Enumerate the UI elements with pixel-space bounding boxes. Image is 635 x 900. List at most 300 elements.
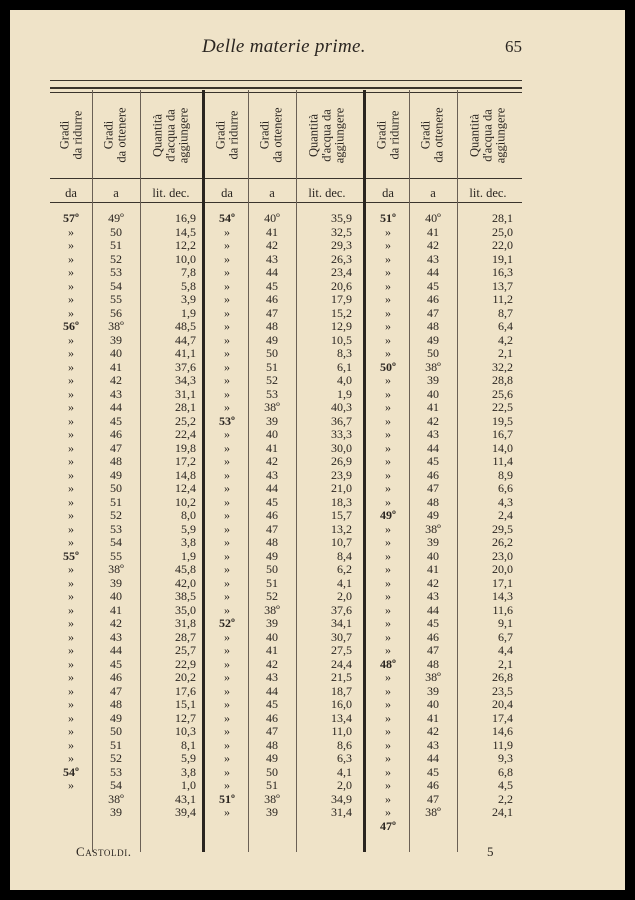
column-ottenere [409,212,457,820]
column-subheader: da [65,186,77,200]
book-page [10,10,625,890]
table-cell: 6,4 [498,319,513,333]
table-cell: 27,5 [331,643,352,657]
table-cell: » [224,562,230,576]
table-cell: 17,6 [175,683,196,698]
column-ottenere [248,212,296,820]
table-cell: » [224,319,230,333]
column-header [248,92,296,178]
table-cell: » [385,535,391,549]
table-cell: 46 [427,778,439,792]
table-cell: 39 [110,575,122,590]
table-cell: 6,7 [498,629,513,644]
table-cell: 4,1 [337,575,352,590]
table-cell: 46 [110,670,122,684]
table-cell: 44,7 [175,332,196,347]
table-cell: 6,8 [498,764,513,779]
table-cell: 11,2 [492,292,513,306]
table-cell: » [385,305,391,320]
table-cell: 22,4 [175,427,196,441]
table-cell: 52 [266,589,278,603]
table-cell: 49 [427,508,439,522]
table-cell: 41 [110,359,122,374]
table-cell: 2,1 [498,656,513,671]
table-cell: 8,7 [498,305,513,320]
table-cell: 30,0 [331,440,352,455]
table-cell: 38º [264,400,280,414]
table-cell: 38º [425,805,441,819]
table-cell: 41 [427,710,439,725]
table-cell: 50 [427,346,439,360]
table-cell: 4,5 [498,778,513,792]
table-cell: 12,4 [175,481,196,495]
table-cell: » [224,670,230,684]
table-cell: 39 [110,332,122,347]
table-cell: 35,9 [331,211,352,225]
table-cell: » [224,764,230,779]
table-cell: 49 [266,332,278,347]
header-rule [50,178,522,179]
table-cell: 40 [110,346,122,360]
table-cell: » [385,440,391,455]
table-cell: » [68,359,74,374]
table-cell: 50 [110,481,122,495]
table-cell: 48 [110,454,122,468]
table-cell: 11,0 [331,724,352,738]
table-cell: » [385,697,391,711]
group-divider [363,90,366,852]
table-cell: » [68,751,74,765]
table-cell: 47 [110,683,122,698]
table-cell: 42 [110,373,122,387]
table-cell: 14,6 [492,724,513,738]
column-subheader: a [430,186,436,200]
table-cell: 49º [380,508,396,522]
table-cell: 15,2 [331,305,352,320]
table-cell: 25,6 [492,386,513,401]
table-cell: 9,3 [498,751,513,765]
table-cell: 37,6 [175,359,196,374]
table-cell: 23,9 [331,467,352,482]
table-cell: » [224,656,230,671]
table-cell: 40 [266,427,278,441]
table-cell: 38,5 [175,589,196,603]
table-cell: » [224,265,230,279]
table-cell: 48 [266,737,278,752]
table-cell: » [385,265,391,279]
table-cell: » [224,737,230,752]
table-cell: 39 [427,373,439,387]
table-cell: 45 [427,764,439,779]
table-cell: 54 [110,278,122,293]
table-cell: 20,0 [492,562,513,576]
table-cell: 48 [110,697,122,711]
table-cell: 42,0 [175,575,196,590]
table-cell: 28,7 [175,629,196,644]
table-cell: 45 [110,656,122,671]
table-cell: 34,3 [175,373,196,387]
table-cell: 4,3 [498,494,513,509]
table-cell: 53 [110,265,122,279]
table-cell: 6,1 [337,359,352,374]
table-cell: » [68,697,74,711]
table-cell: 10,3 [175,724,196,738]
table-cell: 43 [266,251,278,266]
table-cell: » [385,778,391,792]
table-cell: 39 [266,413,278,428]
table-cell: 20,6 [331,278,352,293]
table-cell: 29,3 [331,238,352,252]
table-cell: 8,6 [337,737,352,752]
column-ridurre [50,212,92,793]
table-cell: 41 [266,224,278,239]
table-cell: 14,5 [175,224,196,239]
table-cell: 31,8 [175,616,196,630]
table-cell: » [68,427,74,441]
table-cell: 39 [266,805,278,819]
table-cell: » [224,278,230,293]
table-cell: 29,5 [492,521,513,536]
table-cell: 40º [425,211,441,225]
table-cell: 51 [266,575,278,590]
table-cell: 54º [63,764,79,779]
column-header [303,92,351,178]
table-cell: » [68,251,74,266]
table-cell: 8,4 [337,548,352,563]
table-cell: » [224,643,230,657]
table-cell: 42 [427,413,439,428]
table-cell: 32,2 [492,359,513,374]
table-cell: 19,1 [492,251,513,266]
table-cell: 33,3 [331,427,352,441]
table-cell: » [385,238,391,252]
table-cell: » [385,548,391,563]
table-cell: 44 [110,643,122,657]
table-cell: 50 [110,224,122,239]
table-cell: » [68,508,74,522]
table-cell: 40,3 [331,400,352,414]
table-cell: 53 [110,764,122,779]
table-cell: 46 [266,292,278,306]
table-cell: » [68,562,74,576]
table-cell: 19,5 [492,413,513,428]
column-header [147,92,195,178]
table-cell: » [224,427,230,441]
table-cell: 41 [427,224,439,239]
table-cell: 47 [266,521,278,536]
table-cell: » [224,683,230,698]
column-header-label: Gradi da ottenere [102,107,129,163]
table-cell: 4,1 [337,764,352,779]
table-cell: 1,9 [181,548,196,563]
table-cell: 16,9 [175,211,196,225]
table-cell: 26,8 [492,670,513,684]
table-cell: » [224,521,230,536]
table-cell: 47 [427,643,439,657]
table-cell: » [385,589,391,603]
table-cell: 44 [110,400,122,414]
table-cell: 19,8 [175,440,196,455]
table-cell: 57º [63,211,79,225]
table-cell: 16,7 [492,427,513,441]
table-cell: 11,4 [492,454,513,468]
table-cell: 49º [108,211,124,225]
table-cell: 42 [266,454,278,468]
table-cell: » [224,535,230,549]
table-cell: 49 [266,751,278,765]
table-cell: 23,5 [492,683,513,698]
table-cell: 54 [110,778,122,792]
table-cell: » [385,562,391,576]
table-cell: » [68,737,74,752]
table-cell: » [385,670,391,684]
table-cell: » [68,724,74,738]
column-acqua [296,212,352,820]
table-cell: » [68,373,74,387]
table-cell: 26,3 [331,251,352,266]
table-cell: 45 [266,494,278,509]
column-header-label: Gradi da ridurre [57,110,84,160]
table-cell: » [224,332,230,347]
table-cell: 17,9 [331,292,352,306]
table-cell: » [224,629,230,644]
table-cell: 28,1 [492,211,513,225]
table-cell: 26,9 [331,454,352,468]
table-cell: 22,0 [492,238,513,252]
table-cell: 46 [427,467,439,482]
table-cell: 44 [427,440,439,455]
table-cell: 40º [264,211,280,225]
table-cell: » [385,629,391,644]
table-cell: 18,3 [331,494,352,509]
column-ridurre [206,212,248,820]
table-cell: » [224,251,230,266]
table-cell: 20,2 [175,670,196,684]
table-cell: 12,2 [175,238,196,252]
table-cell: 22,5 [492,400,513,414]
table-cell: » [385,224,391,239]
table-cell: 48º [380,656,396,671]
table-cell: 52 [110,251,122,266]
table-cell: » [385,400,391,414]
table-cell: » [224,467,230,482]
table-cell: 22,9 [175,656,196,671]
table-cell: 50º [380,359,396,374]
table-cell: » [385,643,391,657]
table-cell: 18,7 [331,683,352,698]
table-cell: » [68,710,74,725]
table-cell: 47 [110,440,122,455]
table-cell: 48 [427,319,439,333]
table-cell: » [68,224,74,239]
table-cell: 40 [266,629,278,644]
table-cell: 45 [110,413,122,428]
table-cell: 48 [266,535,278,549]
table-cell: 25,2 [175,413,196,428]
table-cell: 50 [266,764,278,779]
table-cell: 48 [427,656,439,671]
table-cell: » [224,359,230,374]
table-cell: » [385,751,391,765]
table-cell: 45 [266,278,278,293]
table-cell: 51º [380,211,396,225]
table-cell: » [385,805,391,819]
table-cell: 47 [427,305,439,320]
column-subheader: a [269,186,275,200]
table-cell: » [224,575,230,590]
table-cell: 49 [427,332,439,347]
table-cell: 41,1 [175,346,196,360]
table-cell: » [68,265,74,279]
table-cell: 42 [427,724,439,738]
table-cell: » [385,467,391,482]
table-cell: » [224,548,230,563]
table-cell: 40 [427,697,439,711]
table-cell: 43 [427,589,439,603]
column-header [409,92,457,178]
table-cell: » [385,575,391,590]
table-cell: 54º [219,211,235,225]
table-cell: 53 [266,386,278,401]
table-cell: 40 [110,589,122,603]
table-cell: 41 [110,602,122,617]
table-cell: 51 [110,494,122,509]
table-cell: 42 [110,616,122,630]
table-cell: 42 [266,238,278,252]
table-cell: 14,0 [492,440,513,455]
table-cell: » [224,508,230,522]
table-cell: » [385,602,391,617]
table-cell: 4,2 [498,332,513,347]
table-cell: 50 [110,724,122,738]
column-ridurre [367,212,409,833]
table-cell: 24,4 [331,656,352,671]
table-cell: 44 [427,751,439,765]
table-cell: » [385,737,391,752]
table-cell: » [68,386,74,401]
table-cell: 51 [266,778,278,792]
table-cell: 55 [110,292,122,306]
table-cell: 5,9 [181,521,196,536]
table-cell: » [68,305,74,320]
table-cell: » [68,589,74,603]
table-cell: » [224,386,230,401]
table-cell: 13,2 [331,521,352,536]
table-cell: 13,4 [331,710,352,725]
column-subheader: da [382,186,394,200]
table-cell: 40 [427,386,439,401]
table-cell: 38º [425,359,441,374]
table-cell: » [385,251,391,266]
column-header-label: Gradi da ottenere [419,107,446,163]
table-cell: 52 [110,508,122,522]
table-cell: » [385,683,391,698]
table-cell: 44 [427,602,439,617]
table-cell: 38º [264,791,280,806]
table-cell: 46 [110,427,122,441]
table-cell: 1,9 [337,386,352,401]
table-cell: 4,0 [337,373,352,387]
table-cell: 39 [427,683,439,698]
column-header [464,92,512,178]
table-cell: 5,8 [181,278,196,293]
table-cell: 41 [266,440,278,455]
column-header [47,92,95,178]
table-cell: 20,4 [492,697,513,711]
table-cell: 34,9 [331,791,352,806]
table-cell: » [224,602,230,617]
table-cell: 53º [219,413,235,428]
table-cell: 47 [427,791,439,806]
table-cell: 6,6 [498,481,513,495]
group-divider [202,90,205,852]
table-cell: 43 [427,251,439,266]
table-cell: 43 [110,386,122,401]
table-cell: » [385,764,391,779]
table-cell: » [224,494,230,509]
table-cell: 52 [266,373,278,387]
table-cell: » [224,373,230,387]
table-cell: 43,1 [175,791,196,806]
table-cell: » [224,238,230,252]
table-cell: 38º [108,562,124,576]
table-cell: » [68,413,74,428]
table-cell: 3,9 [181,292,196,306]
table-cell: 12,9 [331,319,352,333]
table-cell: 6,2 [337,562,352,576]
table-cell: » [224,697,230,711]
column-subheader: a [113,186,119,200]
table-cell: 49 [110,467,122,482]
table-cell: 47 [427,481,439,495]
table-cell: 15,7 [331,508,352,522]
table-cell: 16,0 [331,697,352,711]
table-cell: 11,6 [492,602,513,617]
table-cell: 40 [427,548,439,563]
table-cell: 46 [266,710,278,725]
table-cell: 12,7 [175,710,196,725]
table-cell: 42 [427,575,439,590]
table-cell: » [68,629,74,644]
table-cell: » [385,481,391,495]
table-cell: 43 [427,737,439,752]
table-cell: » [385,278,391,293]
column-subheader: lit. dec. [308,186,346,200]
table-cell: 56 [110,305,122,320]
table-cell: » [68,440,74,455]
table-cell: » [385,521,391,536]
table-cell: 50 [266,562,278,576]
table-cell: 14,8 [175,467,196,482]
table-cell: 45 [427,616,439,630]
table-cell: » [224,454,230,468]
table-cell: » [68,575,74,590]
table-cell: 43 [110,629,122,644]
column-subheader: lit. dec. [469,186,507,200]
table-cell: 2,1 [498,346,513,360]
table-cell: 25,7 [175,643,196,657]
table-cell: 48 [427,494,439,509]
table-cell: » [224,751,230,765]
table-cell: 51 [266,359,278,374]
table-cell: 8,3 [337,346,352,360]
table-cell: » [224,589,230,603]
table-cell: » [68,467,74,482]
table-cell: 49 [110,710,122,725]
table-cell: 45 [427,278,439,293]
table-cell: 15,1 [175,697,196,711]
table-cell: » [385,319,391,333]
